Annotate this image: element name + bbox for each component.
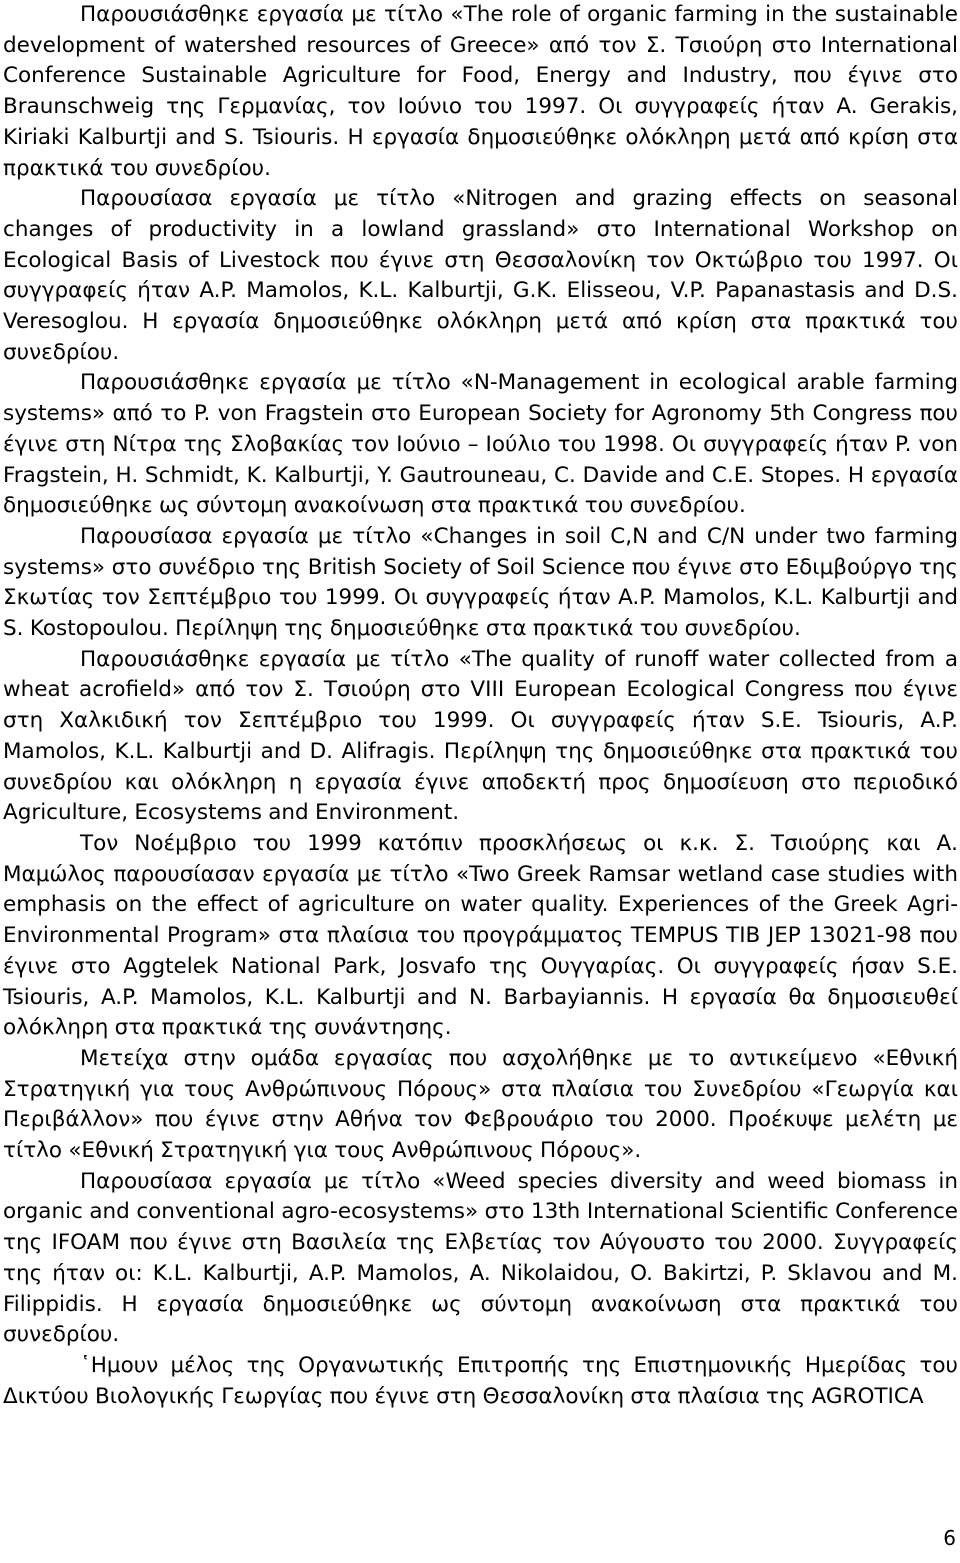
paragraph-human-resources-strategy: Μετείχα στην ομάδα εργασίας που ασχολήθηκε με το αντικείμενο «Εθνική Στρατηγική για τους Ανθρώπινους Πόρους» στα πλαίσια του Συνεδρίου «Γεωργία και Περιβάλλον» που έγινε στην Αθήνα τον Φεβρουάριο του 2000. Προέκυψε μελέτη με τίτλο «Εθνική Στρατηγική για τους Ανθρώπινους Πόρους». xyxy=(3,1045,958,1164)
paragraph-soil-cn-edinburgh: Παρουσίασα εργασία με τίτλο «Changes in soil C,N and C/N under two farming systems» στο συνέδριο της British Society of Soil Science που έγινε στο Εδιμβούργο της Σκωτίας τον Σεπτέμβριο του 1999. Οι συγγραφείς ήταν A.P. Mamolos, K.L. Kalburtji and S. Kostopoulou. Περίληψη της δημοσιεύθηκε στα πρακτικά του συνεδρίου. xyxy=(3,523,958,642)
page-number: 6 xyxy=(943,1526,956,1550)
document-page xyxy=(3,0,958,1412)
paragraph-organic-farming-braunschweig: Παρουσιάσθηκε εργασία με τίτλο «The role of organic farming in the sustainable development of watershed resources of Greece» από τον Σ. Τσιούρη στο International Conference Sustainable Agriculture for Food, Energy and Industry, που έγινε στο Braunschweig της Γερμανίας, τον Ιούνιο του 1997. Οι συγγραφείς ήταν A. Gerakis, Kiriaki Kalburtji and S. Tsiouris. Η εργασία δημοσιεύθηκε ολόκληρη μετά από κρίση στα πρακτικά του συνεδρίου. xyxy=(3,2,958,181)
paragraph-nitrogen-grazing-workshop: Παρουσίασα εργασία με τίτλο «Nitrogen and grazing effects on seasonal changes of productivity in a lowland grassland» στο International Workshop on Ecological Basis of Livestock που έγινε στη Θεσσαλονίκη τον Οκτώβριο του 1997. Οι συγγραφείς ήταν A.P. Mamolos, K.L. Kalburtji, G.K. Elisseou, V.P. Papanastasis and D.S. Veresoglou. Η εργασία δημοσιεύθηκε ολόκληρη μετά από κρίση στα πρακτικά του συνεδρίου. xyxy=(3,186,958,365)
paragraph-runoff-water-chalkidiki: Παρουσιάσθηκε εργασία με τίτλο «The quality of runoff water collected from a wheat acrofield» από τον Σ. Τσιούρη στο VIII European Ecological Congress που έγινε στη Χαλκιδική τον Σεπτέμβριο του 1999. Οι συγγραφείς ήταν S.E. Tsiouris, A.P. Mamolos, K.L. Kalburtji and D. Alifragis. Περίληψη της δημοσιεύθηκε στα πρακτικά του συνεδρίου και ολόκληρη η εργασία έγινε αποδεκτή προς δημοσίευση στο περιοδικό Agriculture, Ecosystems and Environment. xyxy=(3,646,958,826)
paragraph-organizing-committee-agrotica: ῾Ημουν μέλος της Οργανωτικής Επιτροπής της Επιστημονικής Ημερίδας του Δικτύου Βιολογικής Γεωργίας που έγινε στη Θεσσαλονίκη στα πλαίσια της AGROTICA xyxy=(3,1352,958,1409)
paragraph-weed-diversity-ifoam: Παρουσίασα εργασία με τίτλο «Weed species diversity and weed biomass in organic and conventional agro-ecosystems» στο 13th International Scientific Conference της IFOAM που έγινε στη Βασιλεία της Ελβετίας τον Αύγουστο του 2000. Συγγραφείς της ήταν οι: K.L. Kalburtji, A.P. Mamolos, A. Nikolaidou, O. Bakirtzi, P. Sklavou and M. Filippidis. Η εργασία δημοσιεύθηκε ως σύντομη ανακοίνωση στα πρακτικά του συνεδρίου. xyxy=(3,1168,958,1348)
paragraph-n-management-nitra: Παρουσιάσθηκε εργασία με τίτλο «N-Management in ecological arable farming systems» από το P. von Fragstein στο European Society for Agronomy 5th Congress που έγινε στη Νίτρα της Σλοβακίας τον Ιούνιο – Ιούλιο του 1998. Οι συγγραφείς ήταν P. von Fragstein, H. Schmidt, K. Kalburtji, Y. Gautrouneau, C. Davide and C.E. Stopes. Η εργασία δημοσιεύθηκε ως σύντομη ανακοίνωση στα πρακτικά του συνεδρίου. xyxy=(3,370,958,519)
paragraph-ramsar-wetland-tempus: Τον Νοέμβριο του 1999 κατόπιν προσκλήσεως οι κ.κ. Σ. Τσιούρης και Α. Μαμώλος παρουσίασαν εργασία με τίτλο «Two Greek Ramsar wetland case studies with emphasis on the effect of agriculture on water quality. Experiences of the Greek Agri-Environmental Program» στα πλαίσια του προγράμματος TEMPUS TIB JEP 13021-98 που έγινε στο Aggtelek National Park, Josvafo της Ουγγαρίας. Οι συγγραφείς ήσαν S.E. Tsiouris, A.P. Mamolos, K.L. Kalburtji and N. Barbayiannis. Η εργασία θα δημοσιευθεί ολόκληρη στα πρακτικά της συνάντησης. xyxy=(3,830,958,1041)
